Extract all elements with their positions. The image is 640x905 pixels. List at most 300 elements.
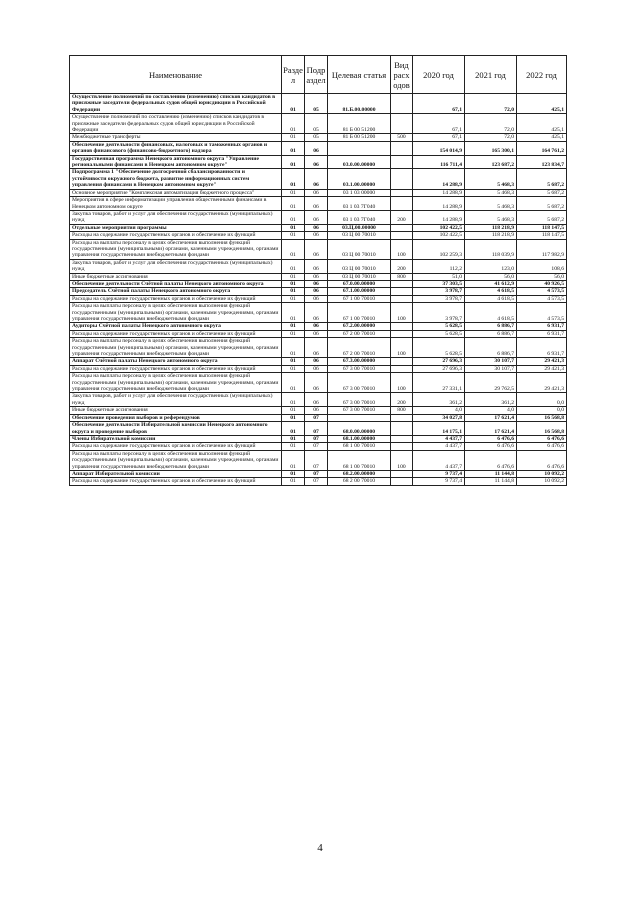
- row-name-cell: Расходы на содержание государственных органов и обеспечение их функций: [70, 330, 282, 337]
- value-2022-cell: 5 687,2: [517, 197, 567, 211]
- target-article-cell: 81 Б 00 51200: [328, 134, 391, 141]
- podrazdel-cell: 07: [305, 435, 328, 442]
- razdel-cell: 01: [282, 94, 305, 114]
- table-row: [70, 414, 567, 421]
- row-name-cell: Расходы на содержание государственных органов и обеспечение их функций: [70, 443, 282, 450]
- razdel-cell: 01: [282, 358, 305, 365]
- target-article-cell: 67 3 00 70010: [328, 407, 391, 414]
- razdel-cell: 01: [282, 197, 305, 211]
- podrazdel-cell: 07: [305, 470, 328, 477]
- value-2021-cell: 17 621,4: [465, 422, 517, 436]
- row-name-cell: Государственная программа Ненецкого автономного округа "Управление региональными финансами в Ненецком автономном округе": [70, 155, 282, 169]
- expense-type-cell: 800: [391, 407, 413, 414]
- expense-type-cell: [391, 94, 413, 114]
- row-name-cell: Расходы на содержание государственных органов и обеспечение их функций: [70, 295, 282, 302]
- podrazdel-cell: 06: [305, 295, 328, 302]
- value-2020-cell: 116 711,4: [413, 155, 465, 169]
- podrazdel-cell: 06: [305, 365, 328, 372]
- podrazdel-cell: 06: [305, 210, 328, 224]
- target-article-cell: 67 3 00 70010: [328, 373, 391, 393]
- budget-table: [69, 55, 567, 486]
- expense-type-cell: [391, 435, 413, 442]
- expense-type-cell: [391, 330, 413, 337]
- row-name-cell: Обеспечение деятельности финансовых, налоговых и таможенных органов и органов финансового (финансово-бюджетного) надзора: [70, 141, 282, 155]
- target-article-cell: 81.Б.00.00000: [328, 94, 391, 114]
- expense-type-cell: [391, 224, 413, 231]
- razdel-cell: 01: [282, 189, 305, 196]
- target-article-cell: 68.1.00.00000: [328, 435, 391, 442]
- podrazdel-cell: 06: [305, 393, 328, 407]
- razdel-cell: 01: [282, 134, 305, 141]
- expense-type-cell: [391, 169, 413, 189]
- value-2020-cell: 34 027,8: [413, 414, 465, 421]
- podrazdel-cell: 07: [305, 450, 328, 470]
- podrazdel-cell: 06: [305, 373, 328, 393]
- budget-table-container: [69, 55, 566, 486]
- podrazdel-cell: 06: [305, 259, 328, 273]
- value-2022-cell: 5 687,2: [517, 189, 567, 196]
- value-2021-cell: 5 468,3: [465, 189, 517, 196]
- value-2021-cell: 56,0: [465, 273, 517, 280]
- value-2020-cell: 102 422,5: [413, 224, 465, 231]
- expense-type-cell: [391, 365, 413, 372]
- podrazdel-cell: 06: [305, 330, 328, 337]
- row-name-cell: Расходы на содержание государственных органов и обеспечение их функций: [70, 232, 282, 239]
- row-name-cell: Члены Избирательной комиссии: [70, 435, 282, 442]
- value-2022-cell: 425,1: [517, 114, 567, 134]
- expense-type-cell: [391, 295, 413, 302]
- razdel-cell: 01: [282, 259, 305, 273]
- razdel-cell: 01: [282, 450, 305, 470]
- value-2022-cell: 10 092,2: [517, 478, 567, 485]
- target-article-cell: 67 2 00 70010: [328, 338, 391, 358]
- value-2021-cell: 5 468,3: [465, 169, 517, 189]
- value-2021-cell: 4 618,5: [465, 303, 517, 323]
- target-article-cell: [328, 141, 391, 155]
- target-article-cell: 68.2.00.00000: [328, 470, 391, 477]
- target-article-cell: 03 Ц 00 70010: [328, 232, 391, 239]
- value-2021-cell: 5 468,3: [465, 197, 517, 211]
- table-row: [70, 330, 567, 337]
- row-name-cell: Мероприятия в сфере информатизации управления общественными финансами в Ненецком автономном округе: [70, 197, 282, 211]
- table-row: [70, 323, 567, 330]
- expense-type-cell: [391, 280, 413, 287]
- value-2020-cell: 4 437,7: [413, 435, 465, 442]
- expense-type-cell: [391, 414, 413, 421]
- row-name-cell: Расходы на выплаты персоналу в целях обеспечения выполнения функций государственными (муниципальными) органами, казенными учреждениями, органами управления государственными внебюджетными фондами: [70, 450, 282, 470]
- row-name-cell: Подпрограмма 1 "Обеспечение долгосрочной сбалансированности и устойчивости окружного бюджета, развитие информационных систем управления финансами в Ненецком автономном округе": [70, 169, 282, 189]
- value-2022-cell: 123 834,7: [517, 155, 567, 169]
- value-2021-cell: 5 468,3: [465, 210, 517, 224]
- podrazdel-cell: 07: [305, 414, 328, 421]
- value-2021-cell: 4,0: [465, 407, 517, 414]
- target-article-cell: 68 2 00 70010: [328, 478, 391, 485]
- table-row: [70, 393, 567, 407]
- value-2021-cell: 118 218,9: [465, 232, 517, 239]
- value-2022-cell: 16 568,8: [517, 414, 567, 421]
- value-2021-cell: 6 886,7: [465, 338, 517, 358]
- podrazdel-cell: 06: [305, 338, 328, 358]
- value-2021-cell: 30 107,7: [465, 358, 517, 365]
- podrazdel-cell: 06: [305, 358, 328, 365]
- col-header-name: Наименование: [70, 56, 282, 94]
- podrazdel-cell: 06: [305, 280, 328, 287]
- col-header-expense-type: Вид расх одов: [391, 56, 413, 94]
- value-2022-cell: 425,1: [517, 94, 567, 114]
- row-name-cell: Межбюджетные трансферты: [70, 134, 282, 141]
- table-row: [70, 224, 567, 231]
- table-row: [70, 373, 567, 393]
- value-2022-cell: 16 568,8: [517, 422, 567, 436]
- row-name-cell: Обеспечение проведения выборов и референдумов: [70, 414, 282, 421]
- expense-type-cell: [391, 470, 413, 477]
- table-row: [70, 94, 567, 114]
- value-2021-cell: 6 476,6: [465, 450, 517, 470]
- value-2022-cell: 6 476,6: [517, 435, 567, 442]
- value-2021-cell: 4 618,5: [465, 288, 517, 295]
- razdel-cell: 01: [282, 393, 305, 407]
- razdel-cell: 01: [282, 224, 305, 231]
- value-2021-cell: 72,0: [465, 94, 517, 114]
- row-name-cell: Отдельные мероприятия программы: [70, 224, 282, 231]
- value-2020-cell: 67,1: [413, 114, 465, 134]
- razdel-cell: 01: [282, 210, 305, 224]
- col-header-razdel: Разде л: [282, 56, 305, 94]
- razdel-cell: 01: [282, 435, 305, 442]
- value-2021-cell: 6 886,7: [465, 323, 517, 330]
- expense-type-cell: [391, 323, 413, 330]
- value-2022-cell: 40 926,5: [517, 280, 567, 287]
- razdel-cell: 01: [282, 273, 305, 280]
- table-row: [70, 338, 567, 358]
- row-name-cell: Расходы на выплаты персоналу в целях обеспечения выполнения функций государственными (муниципальными) органами, казенными учреждениями, органами управления государственными внебюджетными фондами: [70, 338, 282, 358]
- podrazdel-cell: 06: [305, 323, 328, 330]
- value-2020-cell: 5 628,5: [413, 338, 465, 358]
- podrazdel-cell: 07: [305, 422, 328, 436]
- table-row: [70, 273, 567, 280]
- value-2020-cell: 51,0: [413, 273, 465, 280]
- value-2020-cell: 361,2: [413, 393, 465, 407]
- value-2020-cell: 102 422,5: [413, 232, 465, 239]
- value-2020-cell: 14 288,9: [413, 210, 465, 224]
- value-2021-cell: 17 621,4: [465, 414, 517, 421]
- value-2022-cell: 56,0: [517, 273, 567, 280]
- value-2020-cell: 14 288,9: [413, 189, 465, 196]
- value-2020-cell: 37 303,5: [413, 280, 465, 287]
- expense-type-cell: [391, 197, 413, 211]
- row-name-cell: Закупка товаров, работ и услуг для обеспечения государственных (муниципальных) нужд: [70, 393, 282, 407]
- value-2021-cell: 4 618,5: [465, 295, 517, 302]
- table-row: [70, 141, 567, 155]
- value-2020-cell: 4,0: [413, 407, 465, 414]
- row-name-cell: Обеспечение деятельности Счётной палаты Ненецкого автономного округа: [70, 280, 282, 287]
- value-2021-cell: 41 612,9: [465, 280, 517, 287]
- table-row: [70, 232, 567, 239]
- podrazdel-cell: 06: [305, 407, 328, 414]
- target-article-cell: 68 1 00 70010: [328, 450, 391, 470]
- table-row: [70, 470, 567, 477]
- table-row: [70, 189, 567, 196]
- value-2022-cell: 6 931,7: [517, 330, 567, 337]
- row-name-cell: Расходы на выплаты персоналу в целях обеспечения выполнения функций государственными (муниципальными) органами, казенными учреждениями, органами управления государственными внебюджетными фондами: [70, 303, 282, 323]
- target-article-cell: 03.1.00.00000: [328, 169, 391, 189]
- razdel-cell: 01: [282, 422, 305, 436]
- target-article-cell: 03 Ц 00 70010: [328, 239, 391, 259]
- target-article-cell: 68.0.00.00000: [328, 422, 391, 436]
- razdel-cell: 01: [282, 330, 305, 337]
- table-body: [70, 94, 567, 486]
- razdel-cell: 01: [282, 280, 305, 287]
- col-header-2020: 2020 год: [413, 56, 465, 94]
- value-2022-cell: 5 687,2: [517, 169, 567, 189]
- table-row: [70, 295, 567, 302]
- podrazdel-cell: 06: [305, 303, 328, 323]
- razdel-cell: 01: [282, 478, 305, 485]
- value-2021-cell: 123 687,2: [465, 155, 517, 169]
- podrazdel-cell: 06: [305, 169, 328, 189]
- value-2020-cell: 4 437,7: [413, 450, 465, 470]
- razdel-cell: 01: [282, 338, 305, 358]
- value-2020-cell: 27 696,3: [413, 358, 465, 365]
- table-row: [70, 450, 567, 470]
- value-2022-cell: 118 147,5: [517, 232, 567, 239]
- razdel-cell: 01: [282, 239, 305, 259]
- row-name-cell: Иные бюджетные ассигнования: [70, 273, 282, 280]
- target-article-cell: 67.0.00.00000: [328, 280, 391, 287]
- value-2020-cell: 67,1: [413, 94, 465, 114]
- expense-type-cell: 800: [391, 273, 413, 280]
- value-2020-cell: 102 259,3: [413, 239, 465, 259]
- podrazdel-cell: 05: [305, 114, 328, 134]
- expense-type-cell: 100: [391, 338, 413, 358]
- value-2022-cell: 6 476,6: [517, 450, 567, 470]
- table-row: [70, 478, 567, 485]
- target-article-cell: 67 3 00 70010: [328, 365, 391, 372]
- value-2021-cell: 6 476,6: [465, 435, 517, 442]
- value-2021-cell: 118 039,9: [465, 239, 517, 259]
- row-name-cell: Аппарат Счётной палаты Ненецкого автономного округа: [70, 358, 282, 365]
- row-name-cell: Осуществление полномочий по составлению (изменению) списков кандидатов в присяжные заседатели федеральных судов общей юрисдикции в Российской Федерации: [70, 114, 282, 134]
- target-article-cell: 03.0.00.00000: [328, 155, 391, 169]
- col-header-2021: 2021 год: [465, 56, 517, 94]
- razdel-cell: 01: [282, 114, 305, 134]
- expense-type-cell: [391, 155, 413, 169]
- expense-type-cell: [391, 232, 413, 239]
- podrazdel-cell: 07: [305, 443, 328, 450]
- value-2020-cell: 14 175,1: [413, 422, 465, 436]
- value-2021-cell: 361,2: [465, 393, 517, 407]
- value-2022-cell: 5 687,2: [517, 210, 567, 224]
- target-article-cell: 67 2 00 70010: [328, 330, 391, 337]
- podrazdel-cell: 06: [305, 155, 328, 169]
- target-article-cell: 67.2.00.00000: [328, 323, 391, 330]
- podrazdel-cell: 05: [305, 94, 328, 114]
- row-name-cell: Осуществление полномочий по составлению (изменению) списков кандидатов в присяжные заседатели федеральных судов общей юрисдикции в Российской Федерации: [70, 94, 282, 114]
- value-2020-cell: 9 737,4: [413, 478, 465, 485]
- razdel-cell: 01: [282, 155, 305, 169]
- expense-type-cell: 100: [391, 303, 413, 323]
- table-header-row: [70, 56, 567, 94]
- table-row: [70, 114, 567, 134]
- value-2022-cell: 6 931,7: [517, 323, 567, 330]
- razdel-cell: 01: [282, 295, 305, 302]
- value-2022-cell: 0,0: [517, 393, 567, 407]
- table-row: [70, 155, 567, 169]
- podrazdel-cell: 06: [305, 232, 328, 239]
- expense-type-cell: 200: [391, 210, 413, 224]
- col-header-podrazdel: Подр аздел: [305, 56, 328, 94]
- row-name-cell: Аппарат Избирательной комиссии: [70, 470, 282, 477]
- table-row: [70, 239, 567, 259]
- value-2021-cell: 11 144,8: [465, 470, 517, 477]
- value-2022-cell: 6 476,6: [517, 443, 567, 450]
- value-2020-cell: 9 737,4: [413, 470, 465, 477]
- razdel-cell: 01: [282, 443, 305, 450]
- razdel-cell: 01: [282, 407, 305, 414]
- target-article-cell: 67 3 00 70010: [328, 393, 391, 407]
- value-2022-cell: 164 761,2: [517, 141, 567, 155]
- value-2020-cell: 14 288,9: [413, 197, 465, 211]
- table-row: [70, 210, 567, 224]
- expense-type-cell: [391, 358, 413, 365]
- target-article-cell: 03 1 03 00000: [328, 189, 391, 196]
- expense-type-cell: 100: [391, 373, 413, 393]
- expense-type-cell: 200: [391, 259, 413, 273]
- value-2020-cell: 3 978,7: [413, 295, 465, 302]
- row-name-cell: Расходы на содержание государственных органов и обеспечение их функций: [70, 478, 282, 485]
- row-name-cell: Иные бюджетные ассигнования: [70, 407, 282, 414]
- value-2020-cell: 5 628,5: [413, 330, 465, 337]
- expense-type-cell: 100: [391, 239, 413, 259]
- table-row: [70, 280, 567, 287]
- value-2022-cell: 4 573,5: [517, 288, 567, 295]
- podrazdel-cell: 06: [305, 141, 328, 155]
- value-2022-cell: 29 421,3: [517, 365, 567, 372]
- target-article-cell: [328, 414, 391, 421]
- table-row: [70, 365, 567, 372]
- row-name-cell: Закупка товаров, работ и услуг для обеспечения государственных (муниципальных) нужд: [70, 210, 282, 224]
- razdel-cell: 01: [282, 414, 305, 421]
- value-2020-cell: 112,2: [413, 259, 465, 273]
- expense-type-cell: 100: [391, 450, 413, 470]
- podrazdel-cell: 05: [305, 134, 328, 141]
- target-article-cell: 67.1.00.00000: [328, 288, 391, 295]
- target-article-cell: 81 Б 00 51200: [328, 114, 391, 134]
- razdel-cell: 01: [282, 470, 305, 477]
- value-2021-cell: 72,0: [465, 114, 517, 134]
- razdel-cell: 01: [282, 169, 305, 189]
- row-name-cell: Расходы на содержание государственных органов и обеспечение их функций: [70, 365, 282, 372]
- table-row: [70, 169, 567, 189]
- row-name-cell: Закупка товаров, работ и услуг для обеспечения государственных (муниципальных) нужд: [70, 259, 282, 273]
- table-row: [70, 134, 567, 141]
- row-name-cell: Основное мероприятие "Комплексная автоматизация бюджетного процесса": [70, 189, 282, 196]
- podrazdel-cell: 06: [305, 189, 328, 196]
- podrazdel-cell: 06: [305, 273, 328, 280]
- page-number: 4: [317, 842, 323, 854]
- podrazdel-cell: 06: [305, 288, 328, 295]
- target-article-cell: 68 1 00 70010: [328, 443, 391, 450]
- podrazdel-cell: 06: [305, 239, 328, 259]
- value-2022-cell: 29 421,3: [517, 358, 567, 365]
- table-row: [70, 358, 567, 365]
- target-article-cell: 67.3.00.00000: [328, 358, 391, 365]
- podrazdel-cell: 06: [305, 197, 328, 211]
- podrazdel-cell: 06: [305, 224, 328, 231]
- table-row: [70, 407, 567, 414]
- value-2020-cell: 67,1: [413, 134, 465, 141]
- expense-type-cell: [391, 478, 413, 485]
- target-article-cell: 03 Ц 00 70010: [328, 259, 391, 273]
- table-row: [70, 259, 567, 273]
- expense-type-cell: [391, 189, 413, 196]
- razdel-cell: 01: [282, 323, 305, 330]
- expense-type-cell: [391, 288, 413, 295]
- col-header-2022: 2022 год: [517, 56, 567, 94]
- value-2022-cell: 29 421,3: [517, 373, 567, 393]
- row-name-cell: Аудиторы Счётной палаты Ненецкого автономного округа: [70, 323, 282, 330]
- value-2022-cell: 425,1: [517, 134, 567, 141]
- expense-type-cell: [391, 141, 413, 155]
- value-2021-cell: 30 107,7: [465, 365, 517, 372]
- value-2022-cell: 118 147,5: [517, 224, 567, 231]
- table-row: [70, 422, 567, 436]
- row-name-cell: Обеспечение деятельности Избирательной комиссии Ненецкого автономного округа и проведение выборов: [70, 422, 282, 436]
- value-2021-cell: 72,0: [465, 134, 517, 141]
- row-name-cell: Расходы на выплаты персоналу в целях обеспечения выполнения функций государственными (муниципальными) органами, казенными учреждениями, органами управления государственными внебюджетными фондами: [70, 373, 282, 393]
- value-2021-cell: 165 300,1: [465, 141, 517, 155]
- row-name-cell: Расходы на выплаты персоналу в целях обеспечения выполнения функций государственными (муниципальными) органами, казенными учреждениями, органами управления государственными внебюджетными фондами: [70, 239, 282, 259]
- razdel-cell: 01: [282, 288, 305, 295]
- expense-type-cell: [391, 422, 413, 436]
- target-article-cell: 03 1 03 7Г040: [328, 210, 391, 224]
- value-2022-cell: 117 982,9: [517, 239, 567, 259]
- value-2021-cell: 6 476,6: [465, 443, 517, 450]
- value-2020-cell: 154 014,9: [413, 141, 465, 155]
- expense-type-cell: 500: [391, 134, 413, 141]
- razdel-cell: 01: [282, 303, 305, 323]
- podrazdel-cell: 07: [305, 478, 328, 485]
- table-row: [70, 288, 567, 295]
- expense-type-cell: [391, 443, 413, 450]
- target-article-cell: 67 1 00 70010: [328, 295, 391, 302]
- value-2020-cell: 3 978,7: [413, 288, 465, 295]
- expense-type-cell: [391, 114, 413, 134]
- razdel-cell: 01: [282, 365, 305, 372]
- value-2021-cell: 118 218,9: [465, 224, 517, 231]
- value-2021-cell: 6 886,7: [465, 330, 517, 337]
- razdel-cell: 01: [282, 373, 305, 393]
- expense-type-cell: 200: [391, 393, 413, 407]
- value-2020-cell: 3 978,7: [413, 303, 465, 323]
- value-2022-cell: 10 092,2: [517, 470, 567, 477]
- table-row: [70, 443, 567, 450]
- razdel-cell: 01: [282, 232, 305, 239]
- target-article-cell: 03.Ц.00.00000: [328, 224, 391, 231]
- table-row: [70, 197, 567, 211]
- value-2021-cell: 123,0: [465, 259, 517, 273]
- value-2020-cell: 4 437,7: [413, 443, 465, 450]
- value-2020-cell: 27 331,1: [413, 373, 465, 393]
- value-2022-cell: 6 931,7: [517, 338, 567, 358]
- value-2021-cell: 11 144,8: [465, 478, 517, 485]
- value-2022-cell: 0,0: [517, 407, 567, 414]
- value-2020-cell: 5 628,5: [413, 323, 465, 330]
- value-2020-cell: 27 696,3: [413, 365, 465, 372]
- value-2022-cell: 4 573,5: [517, 303, 567, 323]
- col-header-target-article: Целевая статья: [328, 56, 391, 94]
- target-article-cell: 03 Ц 00 70010: [328, 273, 391, 280]
